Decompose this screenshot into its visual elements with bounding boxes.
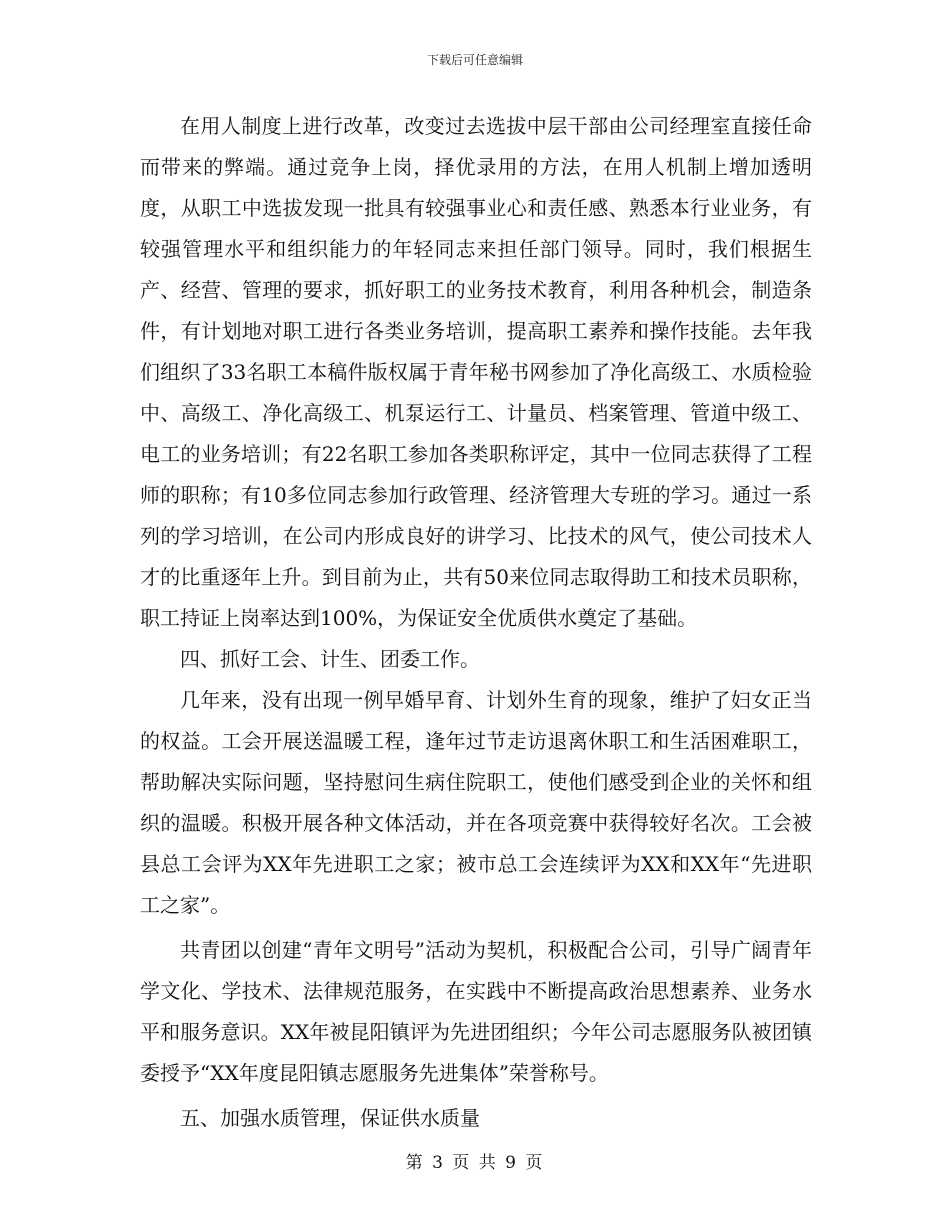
page-header: 下载后可任意编辑 (426, 53, 523, 67)
section-heading-5: 五、加强水质管理，保证供水质量 (180, 1106, 480, 1130)
paragraph-youth-league: 共青团以创建“青年文明号”活动为契机，积极配合公司，引导广阔青年学文化、学技术、法律规范服务，在实践中不断提高政治思想素养、业务水平和服务意识。XX年被昆阳镇评为先进团组织；今年公司志愿服务队被团镇委授予“XX年度昆阳镇志愿服务先进集体”荣誉称号。 (140, 938, 812, 1085)
document-body (140, 106, 812, 1139)
page-number-footer: 第 3 页 共 9 页 (405, 1153, 545, 1173)
section-heading-4: 四、抓好工会、计生、团委工作。 (180, 647, 480, 671)
paragraph-personnel-reform: 在用人制度上进行改革，改变过去选拔中层干部由公司经理室直接任命而带来的弊端。通过竞争上岗，择优录用的方法，在用人机制上增加透明度，从职工中选拔发现一批具有较强事业心和责任感、熟悉本行业业务，有较强管理水平和组织能力的年轻同志来担任部门领导。同时，我们根据生产、经营、管理的要求，抓好职工的业务技术教育，利用各种机会，制造条件，有计划地对职工进行各类业务培训，提高职工素养和操作技能。去年我们组织了33名职工本稿件版权属于青年秘书网参加了净化高级工、水质检验中、高级工、净化高级工、机泵运行工、计量员、档案管理、管道中级工、电工的业务培训；有22名职工参加各类职称评定，其中一位同志获得了工程师的职称；有10多位同志参加行政管理、经济管理大专班的学习。通过一系列的学习培训，在公司内形成良好的讲学习、比技术的风气，使公司技术人才的比重逐年上升。到目前为止，共有50来位同志取得助工和技术员职称，职工持证上岗率达到100%，为保证安全优质供水奠定了基础。 (140, 114, 812, 630)
paragraph-union-work: 几年来，没有出现一例早婚早育、计划外生育的现象，维护了妇女正当的权益。工会开展送温暖工程，逢年过节走访退离休职工和生活困难职工，帮助解决实际问题，坚持慰问生病住院职工，使他们感受到企业的关怀和组织的温暖。积极开展各种文体活动，并在各项竞赛中获得较好名次。工会被县总工会评为XX年先进职工之家；被市总工会连续评为XX和XX年“先进职工之家”。 (140, 688, 812, 917)
